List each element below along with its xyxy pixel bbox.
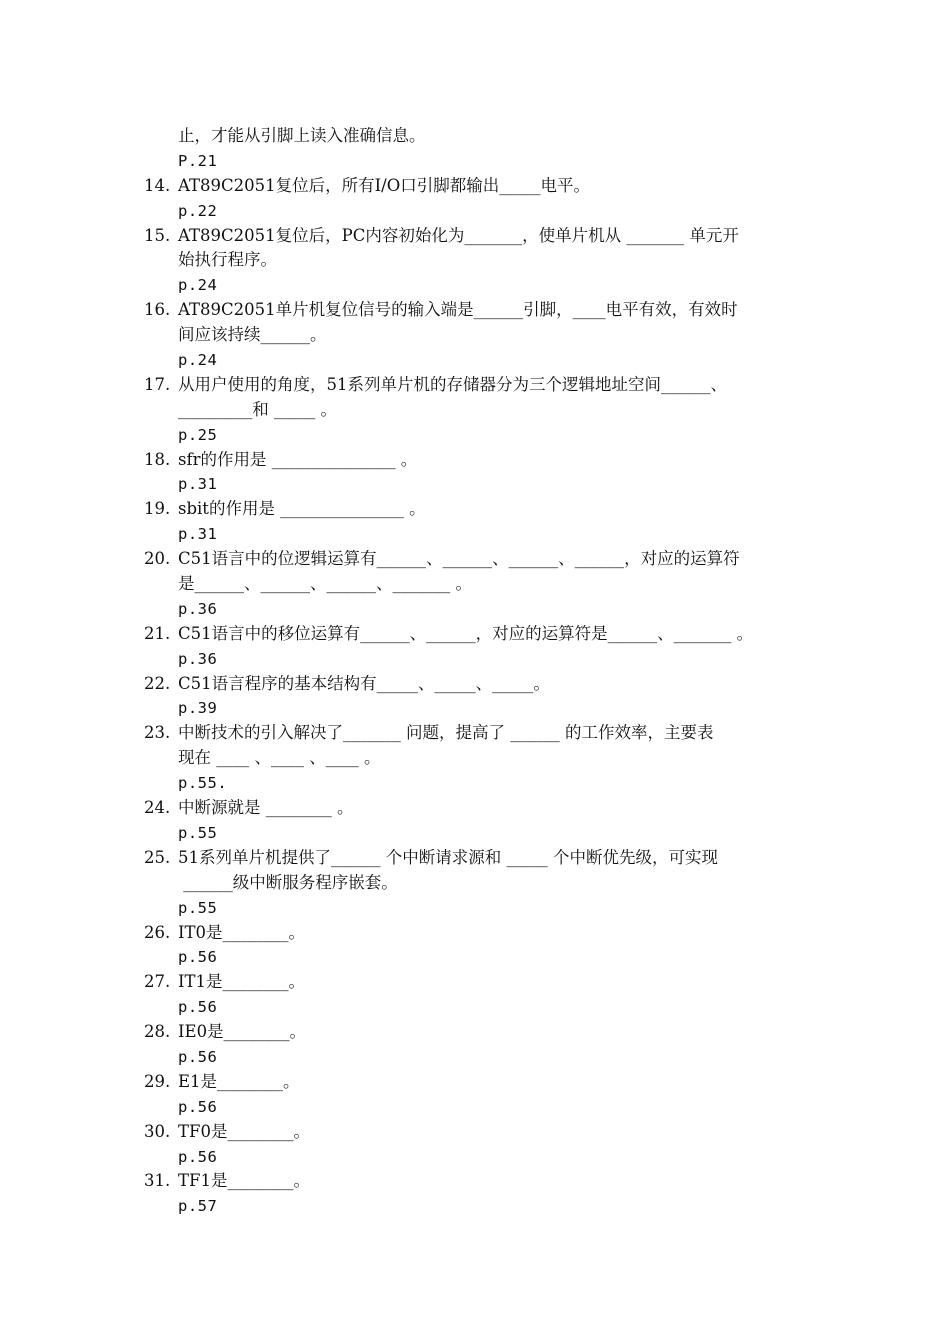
question-number: 26.	[144, 922, 171, 942]
text-line	[144, 572, 824, 597]
page-reference-line	[144, 1194, 824, 1219]
question-line	[144, 970, 824, 995]
line-text: 是______、______、______、_______ 。	[178, 574, 472, 594]
question-text: AT89C2051单片机复位信号的输入端是______引脚，____电平有效，有效时	[178, 300, 738, 320]
question-text: TF0是________。	[178, 1121, 310, 1141]
question-text: IT0是________。	[178, 922, 306, 942]
page-reference-line	[144, 149, 824, 174]
question-number: 31.	[144, 1171, 171, 1191]
page-reference: p.31	[178, 525, 218, 544]
question-text: AT89C2051复位后，所有I/O口引脚都输出_____电平。	[178, 175, 590, 195]
question-text: 中断技术的引入解决了_______ 问题，提高了 ______ 的工作效率，主要表	[178, 723, 714, 743]
question-line	[144, 846, 824, 871]
question-line	[144, 373, 824, 398]
page-reference-line	[144, 896, 824, 921]
page-reference: p.56	[178, 998, 218, 1017]
line-text: 止，才能从引脚上读入准确信息。	[178, 126, 426, 145]
question-text: IT1是________。	[178, 972, 306, 992]
question-line	[144, 497, 824, 522]
question-line	[144, 224, 824, 249]
page-reference: p.55	[178, 898, 218, 917]
question-number: 15.	[144, 225, 171, 245]
text-line	[144, 746, 824, 771]
text-line	[144, 124, 824, 149]
question-number: 18.	[144, 449, 171, 469]
page-reference-line	[144, 647, 824, 672]
line-text: 间应该持续______。	[178, 325, 327, 345]
question-number: 21.	[144, 623, 171, 643]
text-line	[144, 871, 824, 896]
question-number: 16.	[144, 300, 171, 320]
page-reference: p.24	[178, 276, 218, 295]
question-line	[144, 1169, 824, 1194]
question-line	[144, 448, 824, 473]
question-number: 25.	[144, 847, 171, 867]
question-line	[144, 1120, 824, 1145]
question-line	[144, 174, 824, 199]
question-line	[144, 298, 824, 323]
page-reference: p.55.	[178, 774, 228, 793]
question-text: 从用户使用的角度，51系列单片机的存储器分为三个逻辑地址空间______、	[178, 374, 727, 394]
line-text: 现在 ____ 、____ 、____ 。	[178, 748, 381, 768]
page-reference-line	[144, 1095, 824, 1120]
page-reference: p.31	[178, 475, 218, 494]
question-number: 23.	[144, 723, 171, 743]
question-line	[144, 721, 824, 746]
page-reference: P.21	[178, 151, 218, 170]
question-text: 51系列单片机提供了______ 个中断请求源和 _____ 个中断优先级，可实现	[178, 847, 718, 867]
page-reference: p.39	[178, 699, 218, 718]
question-line	[144, 1020, 824, 1045]
question-line	[144, 921, 824, 946]
page-reference: p.57	[178, 1197, 218, 1216]
page-reference-line	[144, 1145, 824, 1170]
page-reference-line	[144, 522, 824, 547]
question-number: 17.	[144, 374, 171, 394]
question-number: 28.	[144, 1022, 171, 1042]
question-number: 24.	[144, 798, 171, 818]
question-text: 中断源就是 ________ 。	[178, 798, 354, 818]
question-text: C51语言中的移位运算有______、______，对应的运算符是______、_______ 。	[178, 623, 754, 643]
page-reference: p.22	[178, 201, 218, 220]
page-reference-line	[144, 597, 824, 622]
page-reference-line	[144, 821, 824, 846]
page-reference-line	[144, 472, 824, 497]
question-list	[144, 124, 824, 1219]
question-number: 29.	[144, 1071, 171, 1091]
question-text: E1是________。	[178, 1071, 300, 1091]
page-reference: p.56	[178, 948, 218, 967]
question-line	[144, 672, 824, 697]
page-reference: p.56	[178, 1097, 218, 1116]
question-line	[144, 796, 824, 821]
question-text: AT89C2051复位后，PC内容初始化为_______，使单片机从 _______ 单元开	[178, 225, 739, 245]
question-number: 19.	[144, 499, 171, 519]
page-reference-line	[144, 423, 824, 448]
question-number: 27.	[144, 972, 171, 992]
page-reference: p.24	[178, 351, 218, 370]
line-text: ______级中断服务程序嵌套。	[178, 872, 398, 892]
question-line	[144, 1070, 824, 1095]
page-reference-line	[144, 945, 824, 970]
question-number: 14.	[144, 175, 171, 195]
page-reference: p.56	[178, 1147, 218, 1166]
question-text: IE0是________。	[178, 1022, 307, 1042]
page-reference-line	[144, 696, 824, 721]
page-reference-line	[144, 995, 824, 1020]
question-number: 22.	[144, 673, 171, 693]
question-number: 20.	[144, 549, 171, 569]
question-line	[144, 622, 824, 647]
text-line	[144, 323, 824, 348]
line-text: _________和 _____ 。	[178, 399, 337, 419]
question-text: sbit的作用是 _______________ 。	[178, 499, 426, 519]
question-text: C51语言程序的基本结构有_____、_____、_____。	[178, 673, 550, 693]
question-text: sfr的作用是 _______________ 。	[178, 449, 418, 469]
text-line	[144, 248, 824, 273]
line-text: 始执行程序。	[178, 250, 277, 270]
page-reference-line	[144, 273, 824, 298]
page-reference: p.36	[178, 599, 218, 618]
page-reference: p.55	[178, 823, 218, 842]
page-reference-line	[144, 1045, 824, 1070]
page-reference: p.56	[178, 1047, 218, 1066]
question-number: 30.	[144, 1121, 171, 1141]
page-reference-line	[144, 199, 824, 224]
page-reference: p.25	[178, 425, 218, 444]
page-reference: p.36	[178, 649, 218, 668]
question-text: C51语言中的位逻辑运算有______、______、______、______，对应的运算符	[178, 549, 740, 569]
page-reference-line	[144, 771, 824, 796]
text-line	[144, 398, 824, 423]
page-reference-line	[144, 348, 824, 373]
question-text: TF1是________。	[178, 1171, 310, 1191]
question-line	[144, 547, 824, 572]
